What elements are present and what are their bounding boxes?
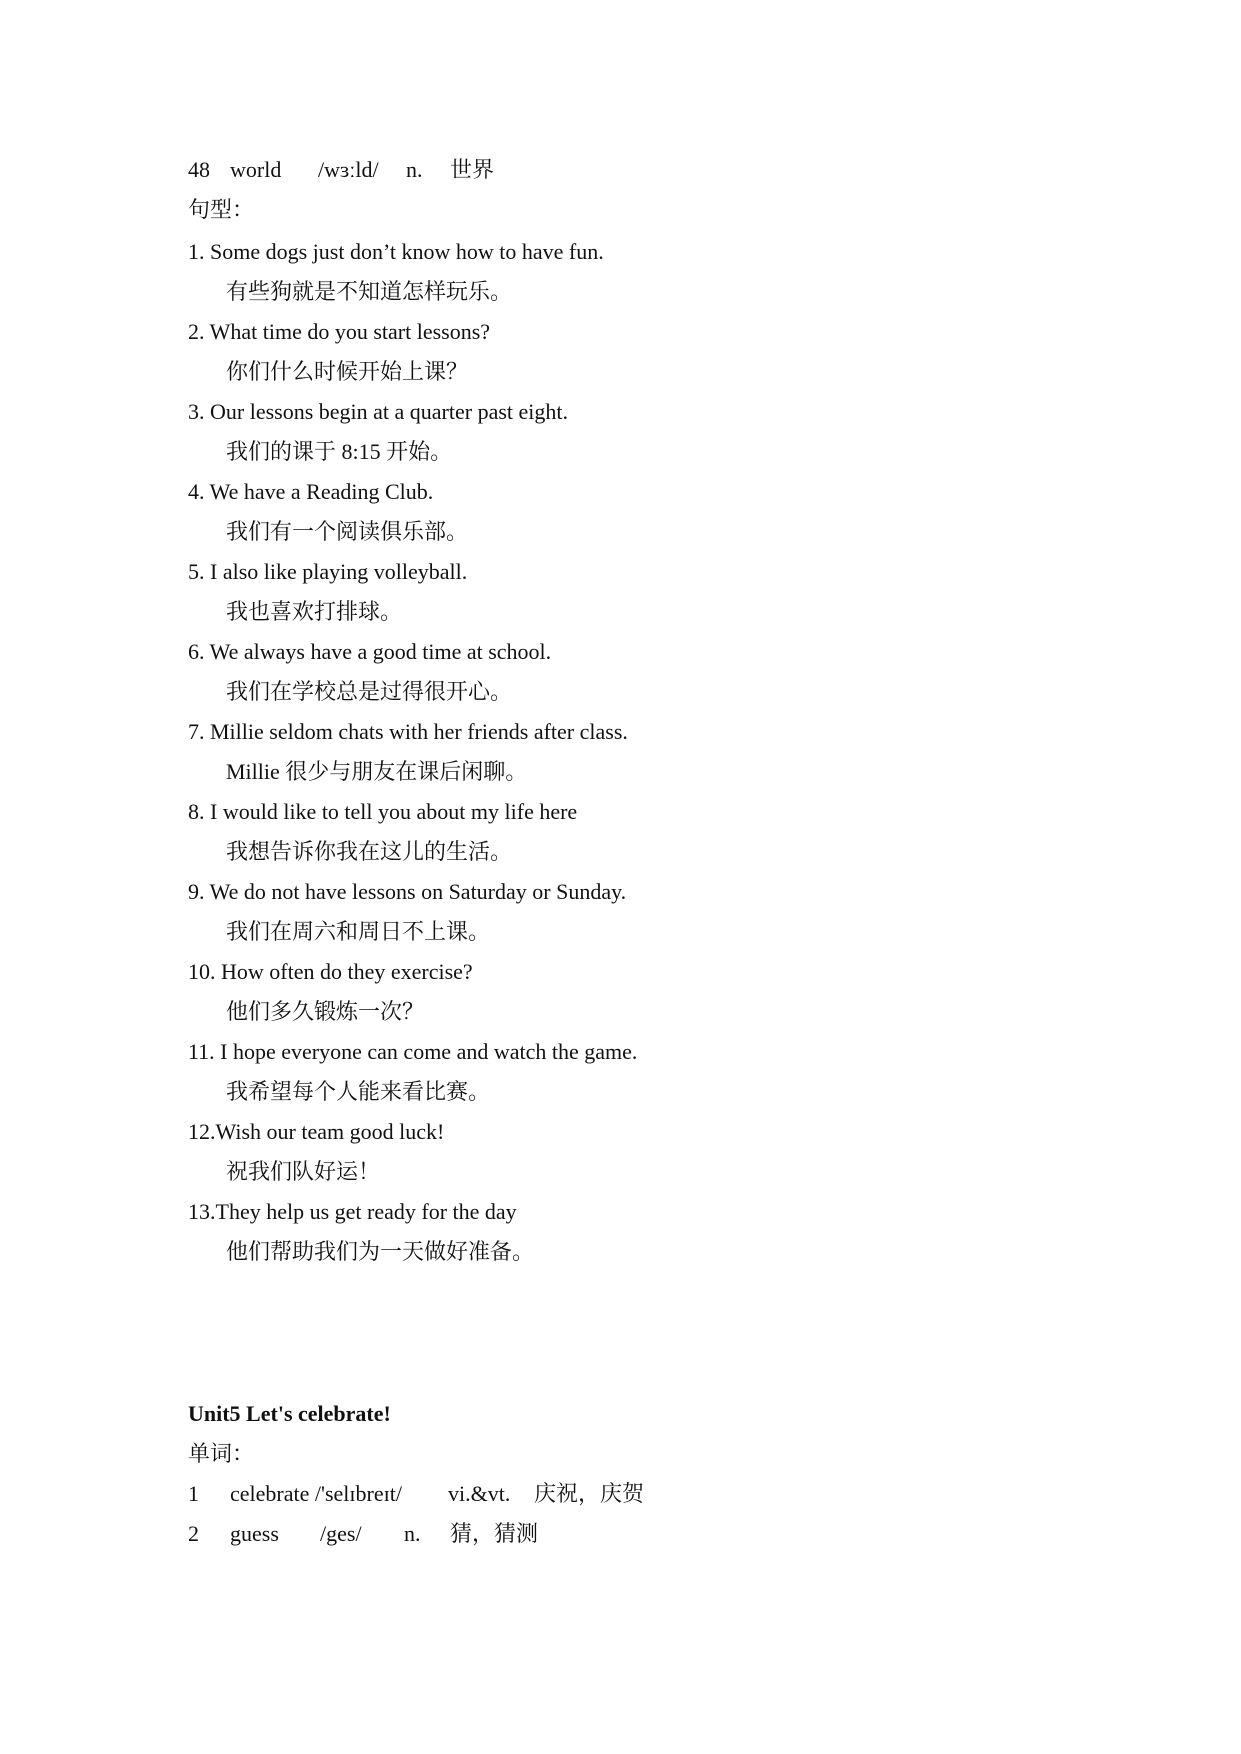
sentence-en: 8. I would like to tell you about my life here — [188, 799, 578, 824]
vocab-phonetic: /ges/ — [320, 1521, 362, 1546]
section-heading-sentences: 句型： — [188, 197, 255, 222]
sentence-zh: 他们帮助我们为一天做好准备。 — [226, 1239, 535, 1264]
sentence-zh: 我们的课于 8:15 开始。 — [226, 439, 453, 464]
sentence-zh: 我们在周六和周日不上课。 — [226, 919, 491, 944]
sentence-zh: 他们多久锻炼一次？ — [226, 999, 425, 1024]
sentence-zh: 你们什么时候开始上课？ — [226, 359, 469, 384]
unit-title: Unit5 Let's celebrate! — [188, 1401, 391, 1426]
sentence-en: 1. Some dogs just don’t know how to have fun. — [188, 239, 604, 264]
vocab-entry — [188, 156, 888, 184]
sentence-en: 7. Millie seldom chats with her friends after class. — [188, 719, 628, 744]
sentence-en: 2. What time do you start lessons? — [188, 319, 491, 344]
sentence-en: 12.Wish our team good luck! — [188, 1119, 445, 1144]
sentence-zh: 我们有一个阅读俱乐部。 — [226, 519, 469, 544]
sentence-en: 13.They help us get ready for the day — [188, 1199, 517, 1224]
vocab-entry — [188, 1480, 888, 1508]
vocab-word: world — [230, 157, 282, 182]
sentence-en: 9. We do not have lessons on Saturday or Sunday. — [188, 879, 627, 904]
sentence-zh: 我也喜欢打排球。 — [226, 599, 403, 624]
vocab-meaning: 庆祝，庆贺 — [534, 1481, 645, 1506]
vocab-number: 48 — [188, 157, 210, 182]
sentence-en: 5. I also like playing volleyball. — [188, 559, 468, 584]
vocab-pos: n. — [404, 1521, 421, 1546]
vocab-pos: n. — [406, 157, 423, 182]
sentence-zh: 我们在学校总是过得很开心。 — [226, 679, 513, 704]
vocab-meaning: 猜，猜测 — [450, 1521, 539, 1546]
sentence-en: 10. How often do they exercise? — [188, 959, 473, 984]
vocab-number: 1 — [188, 1481, 199, 1506]
sentence-zh: 祝我们队好运！ — [226, 1159, 381, 1184]
sentence-en: 3. Our lessons begin at a quarter past eight. — [188, 399, 569, 424]
vocab-phonetic: /wɜːld/ — [318, 157, 379, 182]
sentence-zh: 我想告诉你我在这儿的生活。 — [226, 839, 513, 864]
sentence-en: 11. I hope everyone can come and watch the game. — [188, 1039, 638, 1064]
vocab-entry — [188, 1520, 888, 1548]
vocab-word: guess — [230, 1521, 279, 1546]
vocab-word: celebrate /'selɪbreɪt/ — [230, 1481, 402, 1506]
section-heading-words: 单词： — [188, 1441, 255, 1466]
vocab-meaning: 世界 — [450, 157, 495, 182]
sentence-zh: Millie 很少与朋友在课后闲聊。 — [226, 759, 528, 784]
sentence-zh: 有些狗就是不知道怎样玩乐。 — [226, 279, 513, 304]
sentence-en: 4. We have a Reading Club. — [188, 479, 434, 504]
sentence-en: 6. We always have a good time at school. — [188, 639, 552, 664]
sentence-zh: 我希望每个人能来看比赛。 — [226, 1079, 491, 1104]
vocab-pos: vi.&vt. — [448, 1481, 511, 1506]
vocab-number: 2 — [188, 1521, 199, 1546]
